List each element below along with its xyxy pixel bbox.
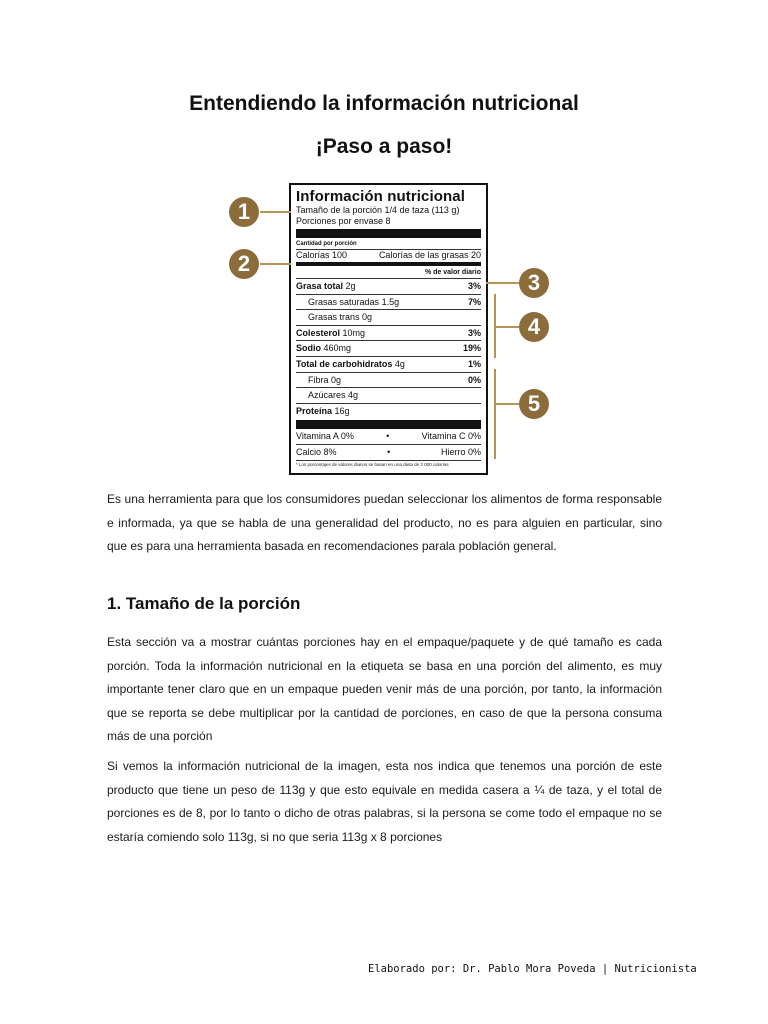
nutrient-amount: 10mg bbox=[342, 327, 366, 338]
servings-per-container: Porciones por envase 8 bbox=[296, 216, 391, 226]
nutrient-daily-percent: 19% bbox=[462, 343, 481, 354]
iron: Hierro 0% bbox=[440, 447, 481, 458]
nutrient-row bbox=[296, 357, 481, 372]
nutrient-name: Total de carbohidratos bbox=[296, 358, 393, 369]
nutrient-name: Grasas saturadas bbox=[308, 296, 380, 307]
daily-value-header: % de valor diario bbox=[424, 269, 481, 276]
label-thick-bar bbox=[296, 229, 481, 238]
nutrient-row bbox=[296, 326, 481, 341]
calories-row bbox=[296, 250, 481, 261]
nutrient-row bbox=[296, 341, 481, 356]
nutrient-daily-percent: 7% bbox=[467, 296, 481, 307]
intro-paragraph: Es una herramienta para que los consumidores puedan seleccionar los alimentos de forma responsable e informada, ya que se habla de una generalidad del producto, no es para alguien en particular, sino que es para una herramienta basada en recomendaciones parala población general. bbox=[107, 492, 662, 553]
nutrient-amount: 2g bbox=[345, 281, 356, 291]
callout-5-line bbox=[494, 403, 519, 405]
callout-5-badge: 5 bbox=[519, 389, 549, 419]
nutrient-name: Azúcares bbox=[308, 390, 346, 401]
nutrient-daily-percent: 0% bbox=[467, 374, 481, 385]
nutrient-row bbox=[296, 279, 481, 294]
nutrient-daily-percent: 3% bbox=[467, 327, 481, 338]
nutrient-row bbox=[296, 295, 481, 310]
bullet: • bbox=[386, 431, 390, 442]
nutrient-daily-percent: 1% bbox=[467, 358, 481, 369]
nutrient-amount: 0g bbox=[331, 374, 342, 385]
callout-2-badge: 2 bbox=[229, 249, 259, 279]
nutrient-rows bbox=[296, 278, 481, 418]
callout-1-badge: 1 bbox=[229, 197, 259, 227]
serving-size: Tamaño de la porción 1/4 de taza (113 g) bbox=[296, 205, 460, 215]
nutrient-amount: 460mg bbox=[323, 343, 352, 354]
fat-calories: Calorías de las grasas 20 bbox=[378, 250, 481, 260]
callout-5-bracket bbox=[494, 369, 496, 459]
vitamin-c: Vitamina C 0% bbox=[421, 431, 481, 442]
nutrient-row bbox=[296, 373, 481, 388]
nutrient-amount: 4g bbox=[394, 358, 405, 369]
nutrient-name: Colesterol bbox=[296, 327, 341, 338]
label-heading: Información nutricional bbox=[296, 188, 465, 205]
bullet: • bbox=[387, 447, 391, 458]
nutrient-amount: 4g bbox=[348, 390, 359, 401]
callout-4-line bbox=[494, 326, 519, 328]
nutrient-name: Fibra bbox=[308, 374, 329, 385]
page-footer: Elaborado por: Dr. Pablo Mora Poveda | Nutricionista bbox=[368, 963, 697, 975]
document-subtitle: ¡Paso a paso! bbox=[315, 135, 453, 158]
label-footnote: * Los porcentajes de valores diarios se basan en una dieta de 2 000 calorías bbox=[296, 462, 449, 468]
nutrient-name: Proteína bbox=[296, 405, 333, 416]
document-title: Entendiendo la información nutricional bbox=[189, 92, 579, 115]
vitamin-a: Vitamina A 0% bbox=[296, 431, 354, 442]
label-thick-bar-2 bbox=[296, 420, 481, 429]
nutrient-row bbox=[296, 388, 481, 403]
nutrient-name: Sodio bbox=[296, 343, 321, 354]
vitamins-row-1 bbox=[296, 431, 481, 442]
nutrition-label bbox=[289, 183, 488, 475]
nutrient-row bbox=[296, 404, 481, 419]
callout-2-line bbox=[260, 263, 291, 265]
nutrient-row bbox=[296, 310, 481, 325]
calcium: Calcio 8% bbox=[296, 447, 337, 458]
callout-4-badge: 4 bbox=[519, 312, 549, 342]
nutrient-name: Grasa total bbox=[296, 281, 344, 291]
callout-3-badge: 3 bbox=[519, 268, 549, 298]
label-medium-bar bbox=[296, 262, 481, 266]
section-1-heading: 1. Tamaño de la porción bbox=[107, 594, 301, 613]
nutrient-name: Grasas trans bbox=[308, 312, 360, 323]
amount-per-serving: Cantidad por porción bbox=[296, 241, 357, 247]
section-1-paragraph-1: Esta sección va a mostrar cuántas porciones hay en el empaque/paquete y de qué tamaño es cada porción. Toda la información nutricional en la etiqueta se basa en una porción del alimento, es muy importante tener claro que en un empaque pueden venir más de una porción, por tanto, la información que se reporta se debe multiplicar por la cantidad de porciones, en caso de que la persona consuma más de una porción bbox=[107, 635, 662, 743]
nutrient-amount: 1.5g bbox=[381, 296, 400, 307]
callout-1-line bbox=[260, 211, 291, 213]
section-1-paragraph-2: Si vemos la información nutricional de la imagen, esta nos indica que tenemos una porción de este producto que tiene un peso de 113g y que esto equivale en medida casera a ¼ de taza, y el total de porciones es de 8, por lo tanto o dicho de otras palabras, si la persona se come todo el empaque no se estaría comiendo solo 113g, si no que seria 113g x 8 porciones bbox=[107, 759, 662, 844]
callout-3-line bbox=[486, 282, 519, 284]
calories: Calorías 100 bbox=[296, 250, 348, 260]
nutrient-daily-percent: 3% bbox=[467, 281, 481, 291]
nutrient-amount: 16g bbox=[334, 405, 350, 416]
vitamins-row-2 bbox=[296, 447, 481, 458]
nutrient-amount: 0g bbox=[362, 312, 373, 323]
